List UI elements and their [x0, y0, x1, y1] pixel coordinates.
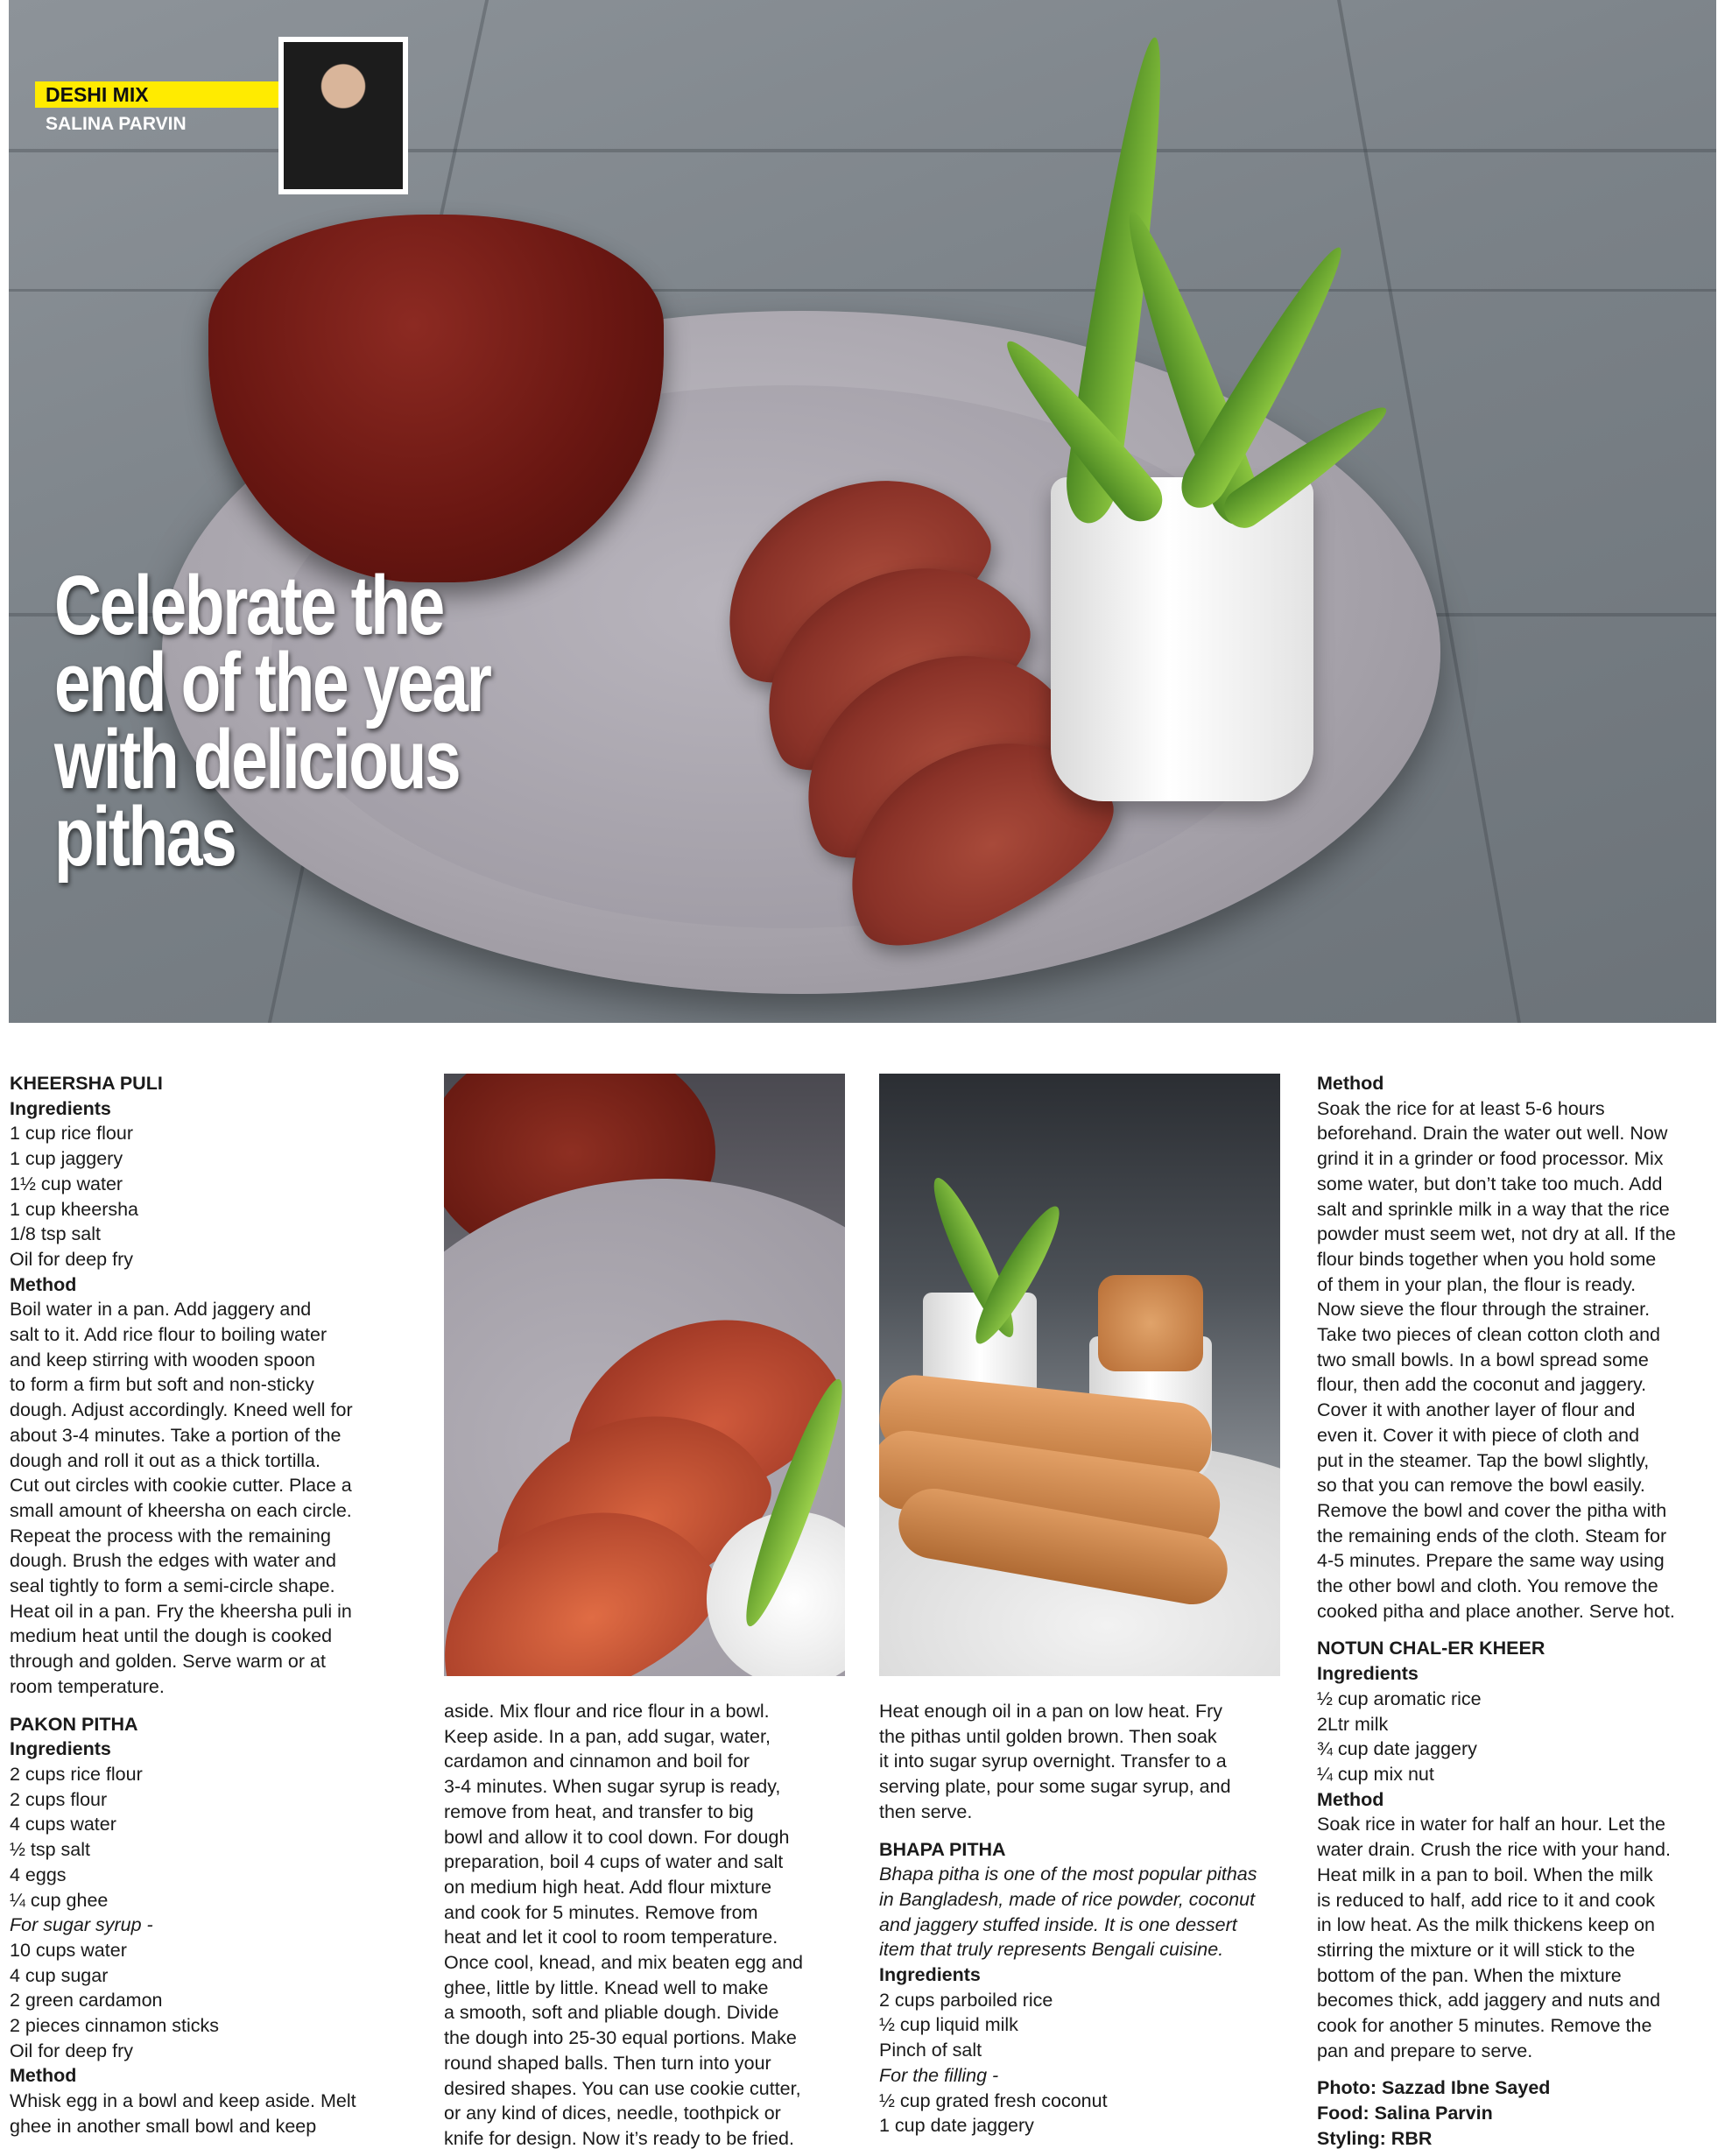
method-heading: Method	[1317, 1788, 1384, 1810]
recipe-title: BHAPA PITHA	[879, 1838, 1006, 1860]
recipe-title: PAKON PITHA	[10, 1713, 138, 1735]
ingredients-heading: Ingredients	[10, 1097, 111, 1119]
ingredients-heading: Ingredients	[879, 1964, 981, 1986]
syrup-label: For sugar syrup -	[10, 1914, 153, 1936]
column-3: Heat enough oil in a pan on low heat. Fry the pithas until golden brown. Then soak it into sugar syrup overnight. Transfer to a serving plate, pour some sugar syrup, and then serve. BHAPA PITHA Bhapa pitha is one of the most popular pithas in Bangladesh, made of rice powder, coconut and jaggery stuffed inside. It is one dessert item that truly represents Bengali cuisine. Ingredients 2 cups parboiled rice ½ cup liquid milk Pinch of salt For the filling - ½ cup grated fresh coconut 1 cup date jaggery	[879, 1699, 1291, 2138]
method-heading: Method	[1317, 1073, 1384, 1094]
photo-credit: Photo: Sazzad Ibne Sayed	[1317, 2077, 1551, 2099]
recipe-title: NOTUN CHAL-ER KHEER	[1317, 1638, 1545, 1659]
food-credit: Food: Salina Parvin	[1317, 2103, 1493, 2124]
section-tag: DESHI MIX	[46, 83, 149, 106]
filling-label: For the filling -	[879, 2064, 999, 2086]
headline: Celebrate the end of the year with delicious pithas	[54, 559, 490, 884]
white-cup	[1051, 477, 1313, 801]
column-4: Method Soak the rice for at least 5-6 hours beforehand. Drain the water out well. Now grind it in a grinder or food processor. Mix some water, but don’t take too much. Add salt and sprinkle milk in a way that the rice powder must seem wet, not dry at all. If the flour binds together when you hold some of them in your plan, the flour is ready. Now sieve the flour through the strainer. Take two pieces of clean cotton cloth and two small bowls. In a bowl spread some flour, then add the coconut and jaggery. Cover it with another layer of flour and even it. Cover it with piece of cloth and put in the steamer. Tap the bowl slightly, so that you can remove the bowl easily. Remove the bowl and cover the pitha with the remaining ends of the cloth. Steam for 4-5 minutes. Prepare the same way using the other bowl and cloth. You remove the cooked pitha and place another. Serve hot. NOTUN CHAL-ER KHEER Ingredients ½ cup aromatic rice 2Ltr milk ¾ cup date jaggery ¼ cup mix nut Method Soak rice in water for half an hour. Let the water drain. Crush the rice with your hand. Heat milk in a pan to boil. When the milk is reduced to half, add rice to it and cook in low heat. As the milk thickens keep on stirring the mixture or it will stick to the bottom of the pan. When the mixture becomes thick, add jaggery and nuts and cook for another 5 minutes. Remove the pan and prepare to serve. Photo: Sazzad Ibne Sayed Food: Salina Parvin Styling: RBR	[1317, 1071, 1721, 2152]
kheersha-puli-photo	[444, 1074, 845, 1676]
ingredients-heading: Ingredients	[1317, 1663, 1419, 1685]
author-name: SALINA PARVIN	[46, 114, 187, 134]
recipe-title: KHEERSHA PULI	[10, 1073, 163, 1094]
styling-credit: Styling: RBR	[1317, 2127, 1433, 2149]
column-2: aside. Mix flour and rice flour in a bowl. Keep aside. In a pan, add sugar, water, cardamon and cinnamon and boil for 3-4 minutes. When sugar syrup is ready, remove from heat, and transfer to big bowl and allow it to cool down. For dough preparation, boil 4 cups of water and salt on medium high heat. Add flour mixture and cook for 5 minutes. Remove from heat and let it cool to room temperature. Once cool, knead, and mix beaten egg and ghee, little by little. Knead well to make a smooth, soft and pliable dough. Divide the dough into 25-30 equal portions. Make round shaped balls. Then turn into your desired shapes. You can use cookie cutter, or any kind of dices, needle, toothpick or knife for design. Now it’s ready to be fried.	[444, 1701, 803, 2149]
author-photo	[278, 37, 408, 194]
ingredients-heading: Ingredients	[10, 1738, 111, 1760]
method-heading: Method	[10, 2065, 77, 2087]
method-heading: Method	[10, 1273, 77, 1295]
column-1: KHEERSHA PULI Ingredients 1 cup rice flour 1 cup jaggery 1½ cup water 1 cup kheersha 1/8 tsp salt Oil for deep fry Method Boil water in a pan. Add jaggery and salt to it. Add rice flour to boiling water and keep stirring with wooden spoon to form a firm but soft and non-sticky dough. Adjust accordingly. Kneed well for about 3-4 minutes. Take a portion of the dough and roll it out as a thick tortilla. Cut out circles with cookie cutter. Place a small amount of kheersha on each circle. Repeat the process with the remaining dough. Brush the edges with water and seal tightly to form a semi-circle shape. Heat oil in a pan. Fry the kheersha puli in medium heat until the dough is cooked through and golden. Serve warm or at room temperature. PAKON PITHA Ingredients 2 cups rice flour 2 cups flour 4 cups water ½ tsp salt 4 eggs ¼ cup ghee For sugar syrup - 10 cups water 4 cup sugar 2 green cardamon 2 pieces cinnamon sticks Oil for deep fry Method Whisk egg in a bowl and keep aside. Melt ghee in another small bowl and keep	[10, 1071, 421, 2139]
bhapa-pitha-photo	[879, 1074, 1280, 1676]
